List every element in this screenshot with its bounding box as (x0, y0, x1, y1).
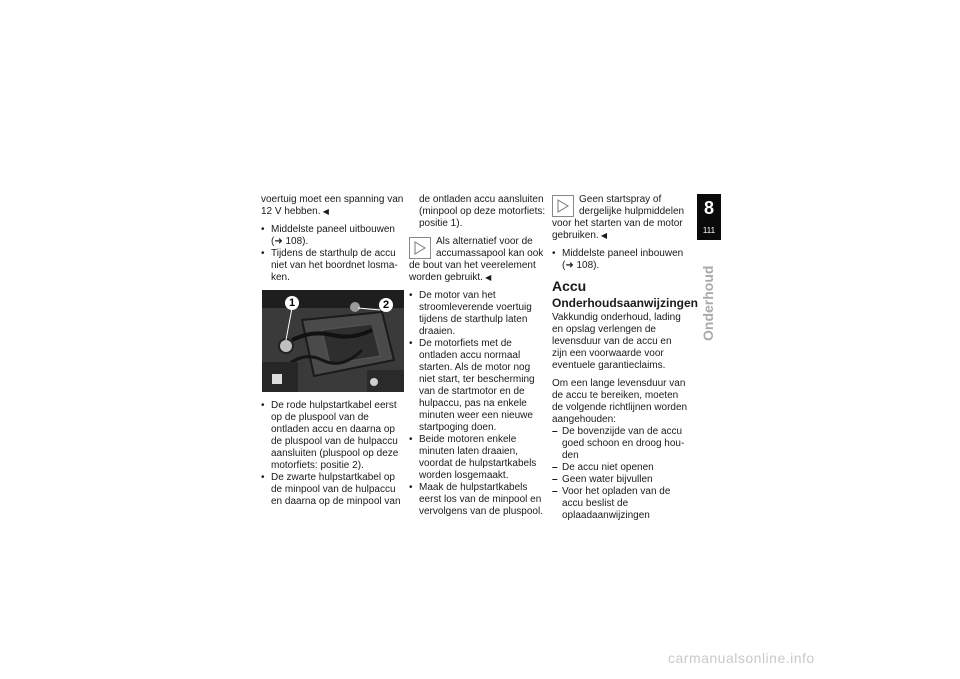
paragraph: Vakkundig onderhoud, lading en opslag verlengen de levensduur van de accu en zijn een voorwaarde voor eventuele garantieclaims. (552, 312, 681, 371)
bullet-item: • Maak de hulpstartkabels eerst los van de minpool en vervolgens van de pluspool. (409, 482, 547, 518)
paragraph: Om een lange levensduur van de accu te bereiken, moeten de volgende richtlijnen worden aangehouden: (552, 378, 688, 425)
text-column-3 (552, 194, 699, 528)
dash-list (552, 426, 688, 522)
note-triangle-icon (552, 195, 574, 217)
battery-photo (262, 290, 404, 392)
bullet-item: • Tijdens de starthulp de accu niet van het boordnet losmaken. (261, 248, 407, 284)
intro-paragraph: voertuig moet een spanning van 12 V hebben. ◀ (261, 194, 407, 218)
bullet-item: • De motor van het stroomleverende voertuig tijdens de starthulp laten draaien. (409, 290, 547, 338)
bullet-item: • Beide motoren enkele minuten laten draaien, voordat de hulpstartkabels worden losgemaakt. (409, 434, 547, 482)
dash-item: – De bovenzijde van de accu goed schoon en droog houden (552, 426, 688, 462)
text-column-2 (409, 194, 547, 524)
note-triangle-icon (409, 237, 431, 259)
chapter-number: 8 (703, 198, 714, 218)
note-text: Als alternatief voor de accumassapool kan ook de bout van het veerelement worden gebruikt. ◀ (409, 236, 543, 283)
continuation-paragraph: de ontladen accu aansluiten (minpool op deze motorfiets: positie 1). (419, 194, 546, 229)
note-text: Geen startspray of dergelijke hulpmiddelen voor het starten van de motor gebruiken. ◀ (552, 194, 684, 241)
dash-item: – Voor het opladen van de accu beslist de oplaadaanwijzingen (552, 486, 688, 522)
bullet-list-c (409, 290, 547, 518)
watermark: carmanualsonline.info (668, 650, 815, 666)
bullet-item: • Middelste paneel uitbouwen (➜ 108). (261, 224, 407, 248)
bullet-list-a (261, 224, 407, 284)
bullet-list-b (261, 400, 407, 508)
bullet-item: • De rode hulpstartkabel eerst op de pluspool van de ontladen accu en daarna op de pluspool van de hulpaccu aansluiten (pluspool op deze motorfiets: positie 2). (261, 400, 407, 472)
bullet-list-d (552, 248, 688, 272)
section-title: Accu (552, 278, 587, 294)
note-block (409, 236, 547, 284)
dash-item: – Geen water bijvullen (552, 474, 688, 486)
chapter-tab (697, 194, 721, 240)
note-block (552, 194, 688, 242)
text-column-1 (261, 194, 407, 514)
chapter-side-title: Onderhoud (700, 265, 716, 341)
subsection-title: Onderhoudsaanwijzingen (552, 296, 699, 310)
photo-callout-1: 1 (285, 296, 299, 310)
bullet-item: • De zwarte hulpstartkabel op de minpool van de hulpaccu en daarna op de minpool van (261, 472, 407, 508)
bullet-item: • De motorfiets met de ontladen accu normaal starten. Als de motor nog niet start, ter bescherming van de startmotor en de hulpaccu, pas na enkele minuten weer een nieuwe startpoging doen. (409, 338, 547, 434)
page-number: 111 (702, 226, 716, 235)
dash-item: – De accu niet openen (552, 462, 688, 474)
bullet-item: • Middelste paneel inbouwen (➜ 108). (552, 248, 688, 272)
photo-callout-2: 2 (379, 298, 393, 312)
